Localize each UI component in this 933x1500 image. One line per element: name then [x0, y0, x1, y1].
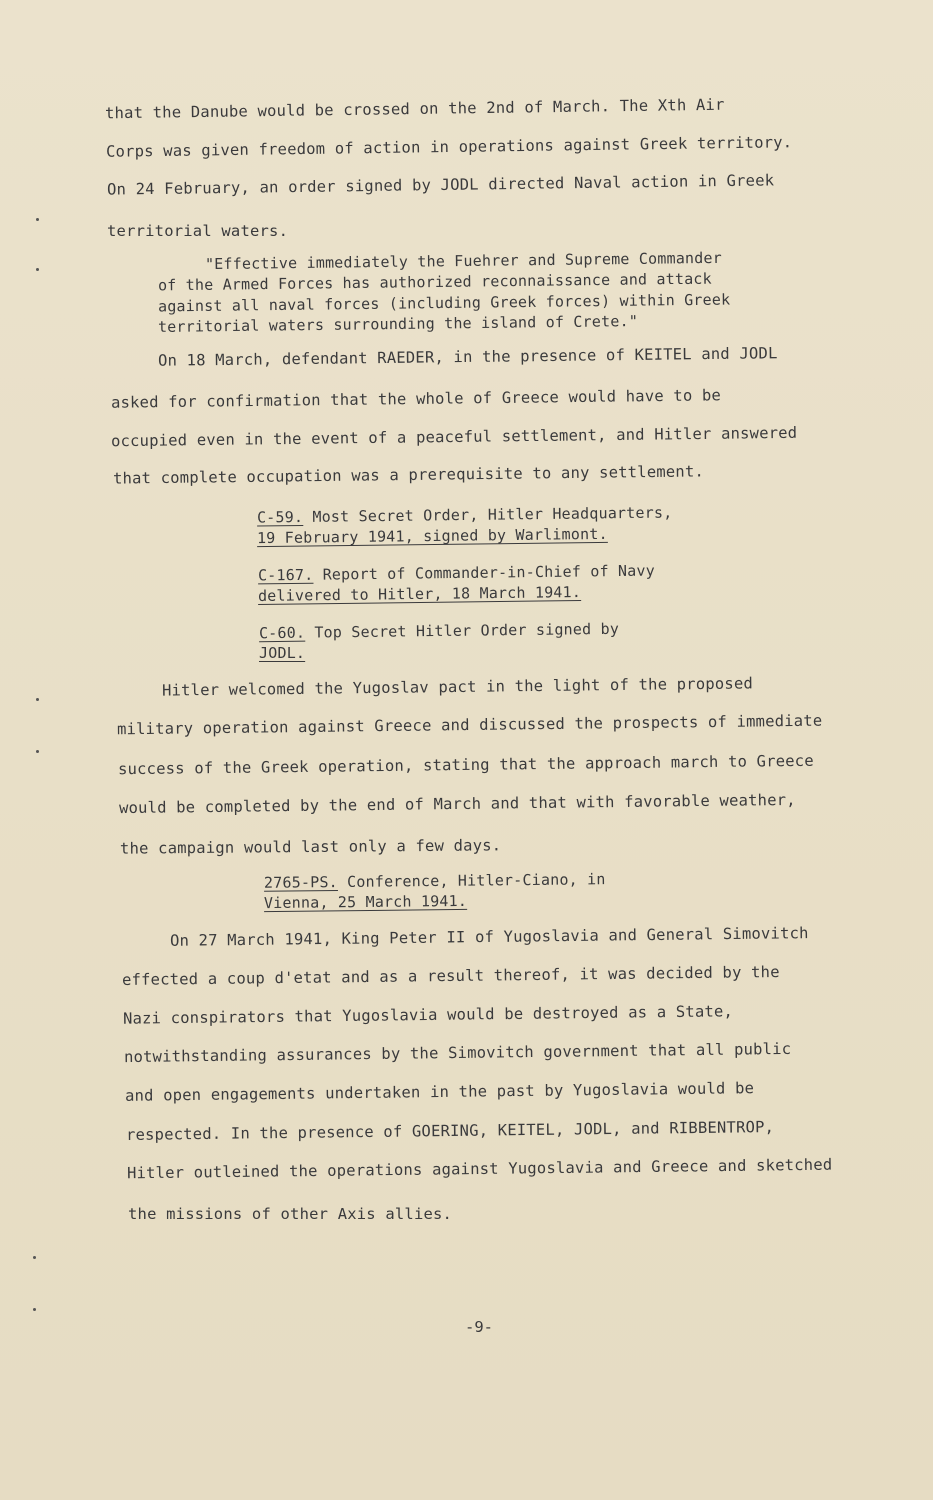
- citation-text: Most Secret Order, Hitler Headquarters,: [303, 503, 673, 526]
- text-line: and open engagements undertaken in the past by Yugoslavia would be: [124, 1079, 755, 1105]
- text-line: that complete occupation was a prerequisite to any settlement.: [112, 462, 705, 488]
- binder-mark: [36, 750, 39, 753]
- citation-line: [259, 620, 619, 642]
- text-line: asked for confirmation that the whole of Greece would have to be: [110, 386, 722, 412]
- citation-ref: C-167.: [257, 565, 314, 585]
- text-line: On 27 March 1941, King Peter II of Yugoslavia and General Simovitch: [169, 924, 809, 950]
- page-number: -9-: [465, 1318, 493, 1336]
- citation-line: Vienna, 25 March 1941.: [263, 891, 468, 913]
- citation-line: delivered to Hitler, 18 March 1941.: [257, 583, 582, 605]
- quote-line: "Effective immediately the Fuehrer and Supreme Commander: [204, 248, 723, 274]
- quote-line: of the Armed Forces has authorized reconnaissance and attack: [157, 269, 712, 295]
- citation-line: [258, 562, 655, 585]
- text-line: Corps was given freedom of action in operations against Greek territory.: [105, 133, 793, 161]
- binder-mark: [33, 1256, 36, 1259]
- text-line: effected a coup d'etat and as a result thereof, it was decided by the: [121, 962, 780, 990]
- citation-line: JODL.: [259, 644, 306, 662]
- text-line: On 18 March, defendant RAEDER, in the presence of KEITEL and JODL: [157, 344, 778, 370]
- text-line: would be completed by the end of March and that with favorable weather,: [118, 790, 796, 818]
- text-line: that the Danube would be crossed on the 2nd of March. The Xth Air: [104, 95, 725, 123]
- text-line: territorial waters.: [107, 222, 289, 240]
- quote-line: against all naval forces (including Greek forces) within Greek: [157, 290, 731, 316]
- citation-text: Conference, Hitler-Ciano, in: [337, 870, 606, 892]
- binder-mark: [36, 268, 39, 271]
- citation-ref: C-59.: [256, 507, 304, 527]
- text-line: Hitler outleined the operations against Yugoslavia and Greece and sketched: [126, 1155, 833, 1183]
- citation-text: Top Secret Hitler Order signed by: [305, 619, 620, 642]
- quote-line: territorial waters surrounding the island of Crete.": [157, 312, 639, 336]
- text-line: military operation against Greece and discussed the prospects of immediate: [116, 711, 823, 739]
- citation-ref: C-60.: [258, 623, 306, 643]
- citation-line: [257, 503, 673, 526]
- text-line: Nazi conspirators that Yugoslavia would be destroyed as a State,: [122, 1002, 734, 1028]
- text-line: notwithstanding assurances by the Simovitch government that all public: [123, 1039, 792, 1067]
- text-line: occupied even in the event of a peaceful settlement, and Hitler answered: [110, 423, 798, 451]
- text-line: success of the Greek operation, stating that the approach march to Greece: [117, 751, 814, 779]
- citation-text: Report of Commander-in-Chief of Navy: [313, 561, 656, 584]
- text-line: respected. In the presence of GOERING, KEITEL, JODL, and RIBBENTROP,: [125, 1118, 775, 1144]
- citation-ref: 2765-PS.: [263, 873, 338, 892]
- binder-mark: [33, 1308, 36, 1311]
- citation-line: 19 February 1941, signed by Warlimont.: [256, 524, 608, 548]
- binder-mark: [36, 218, 39, 221]
- citation-line: [264, 870, 606, 892]
- text-line: Hitler welcomed the Yugoslav pact in the light of the proposed: [161, 674, 754, 700]
- text-line: the campaign would last only a few days.: [119, 836, 502, 858]
- text-line: the missions of other Axis allies.: [128, 1205, 453, 1223]
- text-line: On 24 February, an order signed by JODL directed Naval action in Greek: [106, 171, 775, 199]
- binder-mark: [36, 698, 39, 701]
